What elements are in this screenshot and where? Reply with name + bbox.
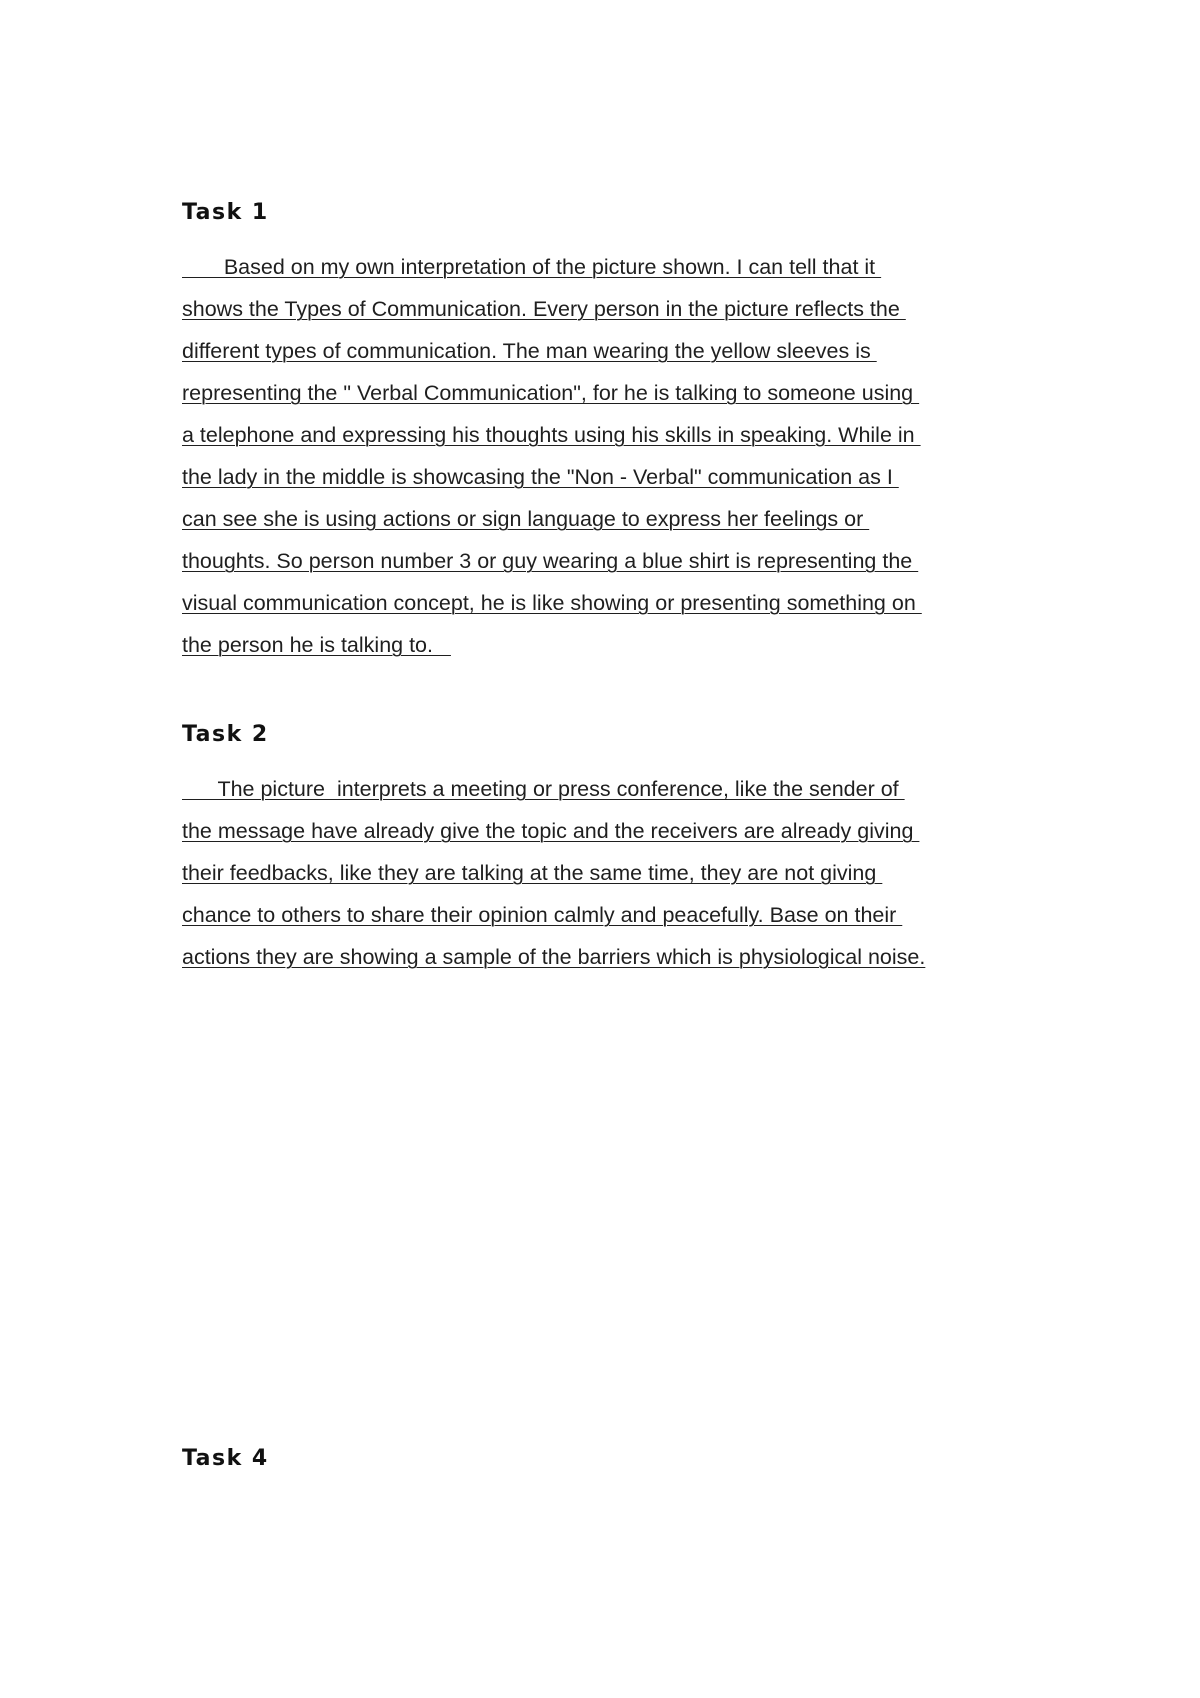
- task-2-line: The picture interprets a meeting or press conference, like the sender of: [182, 777, 905, 801]
- task-1-line: representing the " Verbal Communication", for he is talking to someone using: [182, 381, 920, 405]
- task-1-line: Based on my own interpretation of the picture shown. I can tell that it: [182, 255, 882, 279]
- task-2-line: the message have already give the topic and the receivers are already giving: [182, 819, 920, 843]
- task-1-line: visual communication concept, he is like showing or presenting something on: [182, 591, 922, 615]
- task-1-line: the lady in the middle is showcasing the "Non - Verbal" communication as I: [182, 465, 899, 489]
- task-2-line: chance to others to share their opinion calmly and peacefully. Base on their: [182, 903, 903, 927]
- task-1-line: a telephone and expressing his thoughts using his skills in speaking. While in: [182, 423, 921, 447]
- task-2-heading: Task 2: [182, 722, 269, 747]
- task-4-heading: Task 4: [182, 1446, 269, 1471]
- task-1-line: thoughts. So person number 3 or guy wearing a blue shirt is representing the: [182, 549, 919, 573]
- task-1-line: the person he is talking to.: [182, 633, 451, 657]
- task-2-line: actions they are showing a sample of the barriers which is physiological noise.: [182, 945, 926, 969]
- task-1-line: different types of communication. The man wearing the yellow sleeves is: [182, 339, 877, 363]
- task-2-line: their feedbacks, like they are talking at the same time, they are not giving: [182, 861, 883, 885]
- task-2-body: [182, 768, 1042, 978]
- task-1-body: [182, 246, 1042, 666]
- task-1-line: shows the Types of Communication. Every person in the picture reflects the: [182, 297, 906, 321]
- task-1-line: can see she is using actions or sign language to express her feelings or: [182, 507, 870, 531]
- task-1-heading: Task 1: [182, 200, 269, 225]
